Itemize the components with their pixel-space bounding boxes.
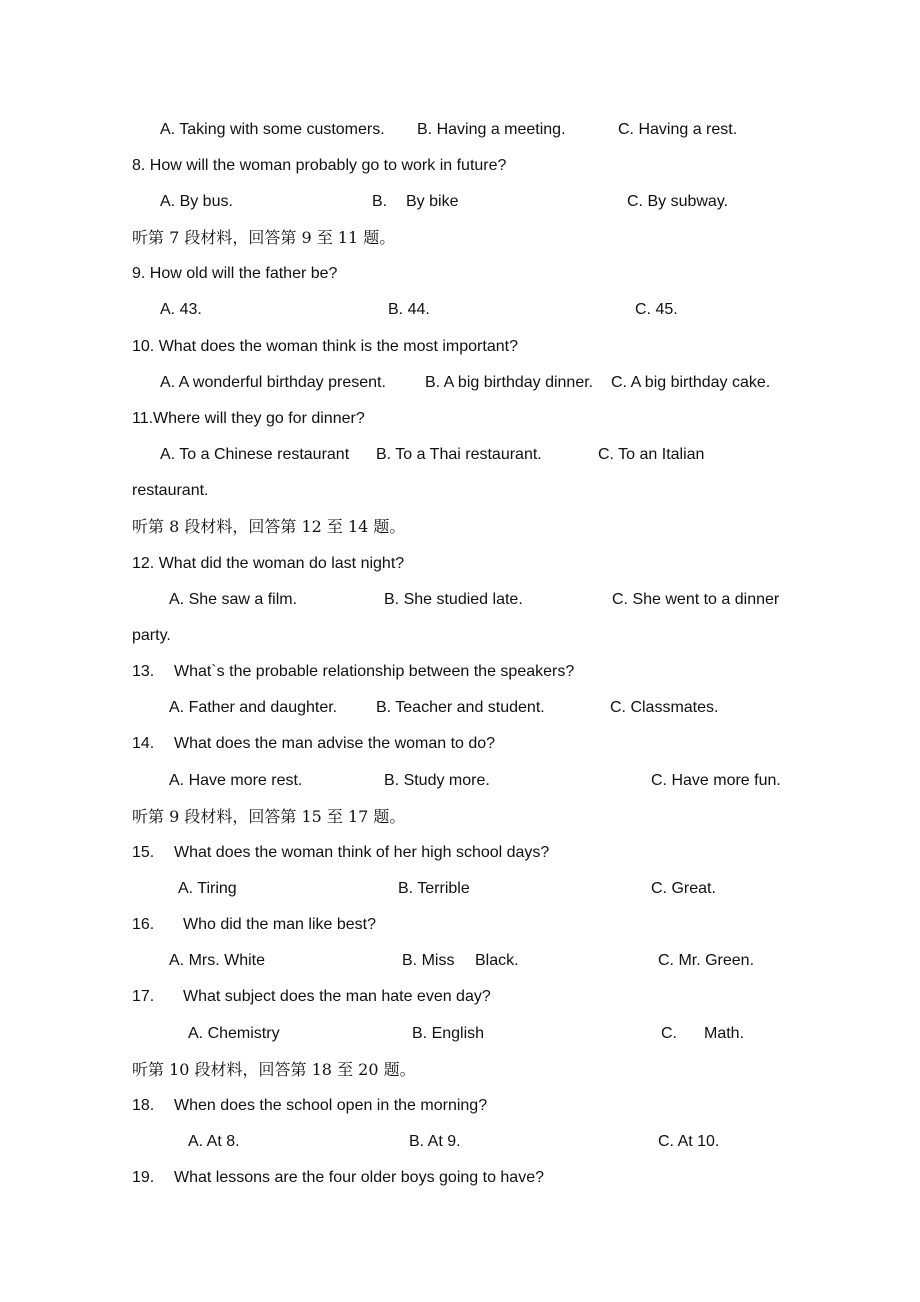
q9-option-c: C. 45. [635, 301, 678, 318]
q14-option-b: B. Study more. [384, 772, 490, 789]
q19-question: What lessons are the four older boys going to have? [174, 1169, 544, 1186]
q15-option-c: C. Great. [651, 880, 716, 897]
q10-option-b: B. A big birthday dinner. [425, 374, 594, 391]
q17-question: What subject does the man hate even day? [183, 988, 491, 1005]
q12-option-b: B. She studied late. [384, 591, 523, 608]
q18-option-a: A. At 8. [188, 1133, 240, 1150]
q12-option-c-continued: party. [132, 627, 171, 644]
q17-option-b: B. English [412, 1025, 485, 1042]
section-7-heading: 听第 7 段材料，回答第 9 至 11 题。 [132, 228, 396, 247]
q11-option-c-continued: restaurant. [132, 482, 209, 499]
q17-number: 17. [132, 988, 155, 1005]
section-8-heading: 听第 8 段材料，回答第 12 至 14 题。 [132, 517, 406, 536]
q12-question: 12. What did the woman do last night? [132, 555, 405, 572]
q13-number: 13. [132, 663, 155, 680]
q13-option-a: A. Father and daughter. [169, 699, 338, 716]
q7-option-a: A. Taking with some customers. [160, 121, 385, 138]
q15-option-b: B. Terrible [398, 880, 470, 897]
q17-option-a: A. Chemistry [188, 1025, 280, 1042]
q16-number: 16. [132, 916, 155, 933]
q13-question: What`s the probable relationship between the speakers? [174, 663, 575, 680]
q12-option-a: A. She saw a film. [169, 591, 298, 608]
q11-option-c: C. To an Italian [598, 446, 705, 463]
section-9-heading: 听第 9 段材料，回答第 15 至 17 题。 [132, 807, 406, 826]
q16-option-a: A. Mrs. White [169, 952, 266, 969]
q18-number: 18. [132, 1097, 155, 1114]
q10-option-a: A. A wonderful birthday present. [160, 374, 386, 391]
q7-option-b: B. Having a meeting. [417, 121, 566, 138]
q18-question: When does the school open in the morning? [174, 1097, 488, 1114]
q8-option-a: A. By bus. [160, 193, 233, 210]
q14-number: 14. [132, 735, 155, 752]
q9-option-b: B. 44. [388, 301, 430, 318]
q12-option-c: C. She went to a dinner [612, 591, 780, 608]
q18-option-c: C. At 10. [658, 1133, 720, 1150]
q15-question: What does the woman think of her high school days? [174, 844, 550, 861]
q15-option-a: A. Tiring [178, 880, 237, 897]
q14-option-a: A. Have more rest. [169, 772, 303, 789]
q13-option-b: B. Teacher and student. [376, 699, 545, 716]
q11-option-a: A. To a Chinese restaurant [160, 446, 350, 463]
q9-option-a: A. 43. [160, 301, 202, 318]
q17-option-c-letter: C. [661, 1025, 677, 1042]
q10-option-c: C. A big birthday cake. [611, 374, 771, 391]
q14-question: What does the man advise the woman to do? [174, 735, 496, 752]
q16-option-b-part1: B. Miss [402, 952, 455, 969]
q8-option-b-text: By bike [406, 193, 459, 210]
q11-option-b: B. To a Thai restaurant. [376, 446, 542, 463]
q10-question: 10. What does the woman think is the most important? [132, 338, 518, 355]
q11-question: 11.Where will they go for dinner? [132, 410, 365, 427]
q19-number: 19. [132, 1169, 155, 1186]
section-10-heading: 听第 10 段材料，回答第 18 至 20 题。 [132, 1060, 416, 1079]
q13-option-c: C. Classmates. [610, 699, 719, 716]
q8-question: 8. How will the woman probably go to work in future? [132, 157, 507, 174]
q16-option-b-part2: Black. [475, 952, 519, 969]
q9-question: 9. How old will the father be? [132, 265, 338, 282]
q16-option-c: C. Mr. Green. [658, 952, 755, 969]
q17-option-c-text: Math. [704, 1025, 745, 1042]
q14-option-c: C. Have more fun. [651, 772, 781, 789]
q8-option-c: C. By subway. [627, 193, 729, 210]
q7-option-c: C. Having a rest. [618, 121, 738, 138]
q8-option-b-letter: B. [372, 193, 388, 210]
q16-question: Who did the man like best? [183, 916, 376, 933]
q18-option-b: B. At 9. [409, 1133, 461, 1150]
q15-number: 15. [132, 844, 155, 861]
